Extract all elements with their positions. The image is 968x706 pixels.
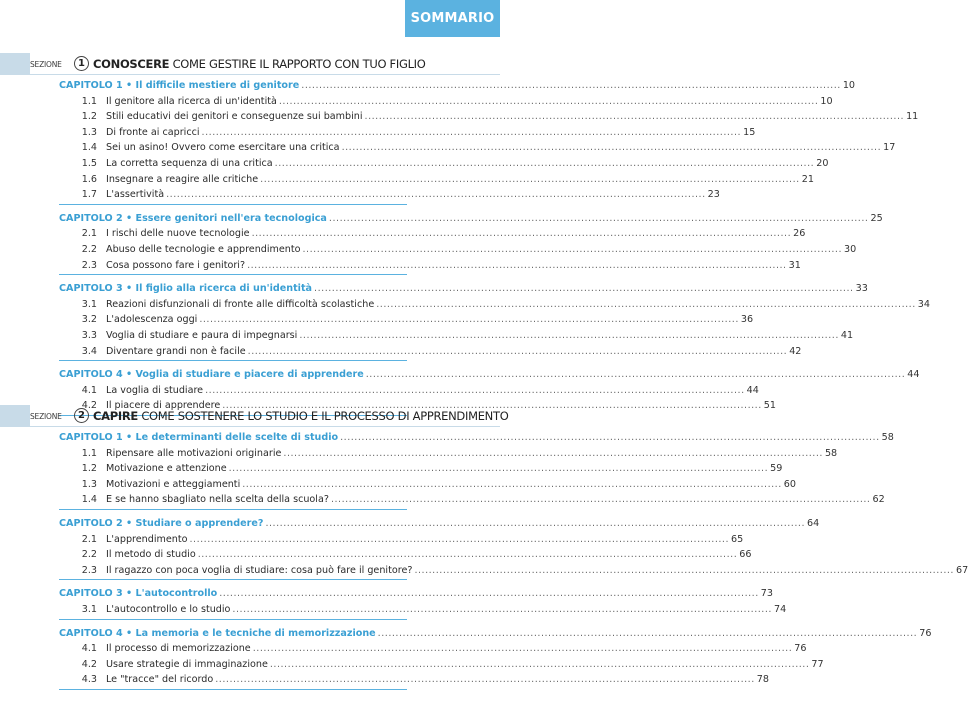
- entry-number: 1.5: [81, 157, 97, 169]
- page-number: 44: [746, 384, 759, 396]
- page-number: 76: [919, 627, 932, 639]
- page-number: 15: [743, 126, 756, 138]
- page-number: 26: [793, 228, 806, 240]
- dot-leader: [270, 657, 810, 673]
- dot-leader: [283, 446, 823, 462]
- section-rule: [0, 426, 500, 427]
- entry-title: L'apprendimento: [106, 533, 188, 545]
- dot-leader: [376, 297, 916, 313]
- entry-number: 1.4: [81, 142, 97, 154]
- dot-leader: [331, 492, 871, 508]
- chapter-title: CAPITOLO 1 • Il difficile mestiere di genitore: [59, 80, 300, 91]
- sommario-tab: [405, 0, 500, 37]
- entry-title: Abuso delle tecnologie e apprendimento: [106, 243, 301, 255]
- chapter-entry[interactable]: [59, 626, 932, 642]
- chapter-group: [59, 281, 930, 361]
- entry-number: 2.3: [81, 259, 97, 271]
- dot-leader: [198, 547, 738, 563]
- dot-leader: [166, 187, 706, 203]
- chapter-title: CAPITOLO 4 • Voglia di studiare e piacere di apprendere: [59, 369, 364, 381]
- chapter-group: [59, 78, 919, 205]
- page-number: 23: [707, 189, 720, 201]
- page-number: 17: [883, 142, 896, 154]
- page-number: 74: [773, 603, 787, 615]
- entry-number: 2.1: [81, 533, 97, 545]
- toc-entry[interactable]: [59, 109, 919, 125]
- page-number: 67: [955, 564, 968, 576]
- dot-leader: [189, 532, 729, 548]
- page-number: 73: [760, 588, 774, 600]
- dot-leader: [247, 258, 787, 274]
- entry-title: Il processo di memorizzazione: [106, 643, 251, 655]
- dot-leader: [205, 383, 745, 399]
- dot-leader: [329, 211, 869, 227]
- page-number: 36: [740, 314, 754, 326]
- dot-leader: [303, 242, 843, 258]
- section-2-header: [0, 405, 509, 427]
- entry-number: 1.7: [81, 189, 97, 201]
- chapter-group: [59, 626, 932, 690]
- chapter-title: CAPITOLO 1 • Le determinanti delle scelte di studio: [59, 432, 339, 443]
- toc-entry[interactable]: [59, 172, 814, 188]
- page-number: 51: [763, 400, 777, 412]
- chapter-group: [59, 211, 883, 275]
- toc-entry[interactable]: [59, 461, 783, 477]
- page-number: 31: [788, 259, 801, 271]
- dot-leader: [219, 586, 759, 602]
- toc-entry[interactable]: [59, 94, 833, 110]
- entry-title: Ripensare alle motivazioni originarie: [106, 447, 282, 459]
- dot-leader: [366, 367, 906, 383]
- toc-entry[interactable]: [59, 492, 885, 508]
- entry-title: Le "tracce" del ricordo: [106, 674, 214, 686]
- page-number: 77: [811, 658, 824, 670]
- toc-entry[interactable]: [59, 156, 829, 172]
- section-1-header: [0, 53, 500, 75]
- dot-leader: [301, 78, 841, 94]
- dot-leader: [414, 563, 954, 579]
- chapter-title: CAPITOLO 4 • La memoria e le tecniche di memorizzazione: [59, 627, 376, 639]
- page-number: 66: [739, 549, 752, 561]
- toc-entry[interactable]: [59, 226, 806, 242]
- chapter-entry[interactable]: [59, 78, 856, 94]
- toc-entry[interactable]: [59, 641, 807, 657]
- section-title-strong: CONOSCERE: [93, 57, 170, 71]
- entry-number: 2.2: [81, 243, 97, 255]
- entry-number: 3.4: [81, 345, 97, 357]
- entry-title: L'adolescenza oggi: [106, 314, 198, 326]
- dot-leader: [229, 461, 769, 477]
- entry-number: 4.1: [81, 643, 97, 655]
- entry-title: La corretta sequenza di una critica: [106, 157, 273, 169]
- entry-title: Voglia di studiare e paura di impegnarsi: [106, 329, 298, 341]
- toc-entry[interactable]: [59, 242, 857, 258]
- entry-title: L'autocontrollo e lo studio: [106, 603, 231, 615]
- section-title: [93, 405, 508, 427]
- toc-entry[interactable]: [59, 258, 801, 274]
- chapter-entry[interactable]: [59, 281, 868, 297]
- entry-title: Cosa possono fare i genitori?: [106, 259, 246, 271]
- dot-leader: [365, 109, 905, 125]
- toc-entry[interactable]: [59, 657, 824, 673]
- entry-number: 2.2: [81, 549, 97, 561]
- entry-number: 3.1: [81, 298, 97, 310]
- page-number: 21: [801, 173, 814, 185]
- entry-number: 4.1: [81, 384, 97, 396]
- section-rule: [0, 74, 500, 75]
- chapter-entry[interactable]: [59, 516, 820, 532]
- entry-number: 4.3: [81, 674, 97, 686]
- dot-leader: [253, 641, 793, 657]
- entry-number: 1.3: [81, 478, 97, 490]
- dot-leader: [314, 281, 854, 297]
- entry-number: 1.4: [81, 494, 97, 506]
- page-number: 34: [917, 298, 930, 310]
- entry-title: Diventare grandi non è facile: [106, 345, 246, 357]
- entry-title: Usare strategie di immaginazione: [106, 658, 268, 670]
- section-title-rest: COME SOSTENERE LO STUDIO E IL PROCESSO DI APPRENDIMENTO: [141, 409, 509, 423]
- entry-number: 1.1: [81, 95, 97, 107]
- chapter-group: [59, 586, 787, 619]
- section-1-toc: [59, 78, 930, 422]
- page-number: 25: [870, 212, 883, 224]
- entry-title: Il piacere di apprendere: [106, 400, 221, 412]
- toc-entry[interactable]: [59, 140, 896, 156]
- entry-title: Reazioni disfunzionali di fronte alle difficoltà scolastiche: [106, 298, 375, 310]
- dot-leader: [275, 156, 815, 172]
- entry-number: 1.6: [81, 173, 97, 185]
- entry-title: Motivazioni e atteggiamenti: [106, 478, 241, 490]
- entry-number: 2.3: [81, 564, 97, 576]
- section-number: 1: [74, 56, 89, 71]
- entry-number: 1.3: [81, 126, 97, 138]
- entry-number: 1.2: [81, 463, 97, 475]
- toc-entry[interactable]: [59, 297, 930, 313]
- entry-title: L'assertività: [106, 189, 165, 201]
- entry-title: Il genitore alla ricerca di un'identità: [106, 95, 277, 107]
- toc-entry[interactable]: [59, 532, 744, 548]
- toc-entry[interactable]: [59, 328, 854, 344]
- page-number: 76: [794, 643, 807, 655]
- entry-title: Il metodo di studio: [106, 549, 196, 561]
- page-number: 44: [907, 369, 920, 381]
- dot-leader: [215, 672, 755, 688]
- dot-leader: [340, 430, 880, 446]
- page-number: 59: [770, 463, 783, 475]
- dot-leader: [242, 477, 782, 493]
- page-number: 78: [756, 674, 770, 686]
- page-number: 62: [872, 494, 885, 506]
- entry-title: La voglia di studiare: [106, 384, 204, 396]
- dot-leader: [252, 226, 792, 242]
- toc-entry[interactable]: [59, 547, 752, 563]
- entry-title: I rischi delle nuove tecnologie: [106, 228, 250, 240]
- dot-leader: [378, 626, 918, 642]
- section-title-rest: COME GESTIRE IL RAPPORTO CON TUO FIGLIO: [172, 57, 426, 71]
- page-number: 65: [731, 533, 744, 545]
- section-label: SEZIONE: [30, 59, 62, 69]
- entry-number: 3.1: [81, 603, 97, 615]
- page-number: 41: [840, 329, 854, 341]
- toc-entry[interactable]: [59, 312, 754, 328]
- chapter-title: CAPITOLO 3 • Il figlio alla ricerca di un'identità: [59, 283, 313, 295]
- toc-entry[interactable]: [59, 602, 787, 618]
- dot-leader: [202, 125, 742, 141]
- page-number: 20: [816, 157, 829, 169]
- section-bar: [0, 405, 30, 427]
- dot-leader: [299, 328, 839, 344]
- chapter-entry[interactable]: [59, 211, 883, 227]
- entry-title: Motivazione e attenzione: [106, 463, 227, 475]
- entry-title: Di fronte ai capricci: [106, 126, 200, 138]
- toc-entry[interactable]: [59, 125, 756, 141]
- dot-leader: [199, 312, 739, 328]
- sommario-label: SOMMARIO: [410, 11, 495, 26]
- section-bar: [0, 53, 30, 75]
- dot-leader: [279, 94, 819, 110]
- entry-number: 1.1: [81, 447, 97, 459]
- entry-title: Il ragazzo con poca voglia di studiare: cosa può fare il genitore?: [106, 564, 413, 576]
- section-title: [93, 53, 426, 75]
- dot-leader: [232, 602, 772, 618]
- chapter-group: [59, 516, 968, 580]
- page-number: 58: [881, 432, 894, 443]
- entry-title: Sei un asino! Ovvero come esercitare una critica: [106, 142, 340, 154]
- entry-number: 2.1: [81, 228, 97, 240]
- section-label: SEZIONE: [30, 411, 62, 421]
- chapter-entry[interactable]: [59, 586, 774, 602]
- chapter-entry[interactable]: [59, 430, 894, 446]
- entry-number: 3.3: [81, 329, 97, 341]
- toc-entry[interactable]: [59, 672, 770, 688]
- entry-title: Stili educativi dei genitori e conseguenze sui bambini: [106, 111, 363, 123]
- entry-number: 1.2: [81, 111, 97, 123]
- toc-entry[interactable]: [59, 477, 796, 493]
- entry-title: Insegnare a reagire alle critiche: [106, 173, 259, 185]
- page-number: 58: [824, 447, 838, 459]
- toc-entry[interactable]: [59, 446, 838, 462]
- toc-entry[interactable]: [59, 187, 720, 203]
- section-number: 2: [74, 408, 89, 423]
- page-number: 60: [783, 478, 796, 490]
- page-number: 33: [855, 283, 868, 295]
- dot-leader: [265, 516, 805, 532]
- toc-entry[interactable]: [59, 344, 802, 360]
- dot-leader: [248, 344, 788, 360]
- chapter-title: CAPITOLO 2 • Essere genitori nell'era tecnologica: [59, 212, 327, 224]
- page-number: 11: [906, 111, 919, 123]
- page-number: 30: [844, 243, 857, 255]
- entry-number: 4.2: [81, 658, 97, 670]
- section-2-toc: [59, 430, 968, 696]
- page-number: 64: [807, 517, 820, 529]
- chapter-title: CAPITOLO 2 • Studiare o apprendere?: [59, 517, 264, 529]
- chapter-group: [59, 430, 894, 510]
- dot-leader: [260, 172, 800, 188]
- toc-entry[interactable]: [59, 563, 968, 579]
- dot-leader: [342, 140, 882, 156]
- entry-title: E se hanno sbagliato nella scelta della scuola?: [106, 494, 329, 506]
- chapter-title: CAPITOLO 3 • L'autocontrollo: [59, 588, 218, 600]
- page-number: 42: [789, 345, 802, 357]
- page-number: 10: [842, 80, 856, 91]
- toc-entry[interactable]: [59, 383, 759, 399]
- entry-number: 3.2: [81, 314, 97, 326]
- chapter-entry[interactable]: [59, 367, 920, 383]
- entry-number: 4.2: [81, 400, 97, 412]
- page-number: 10: [820, 95, 833, 107]
- section-title-strong: CAPIRE: [93, 409, 138, 423]
